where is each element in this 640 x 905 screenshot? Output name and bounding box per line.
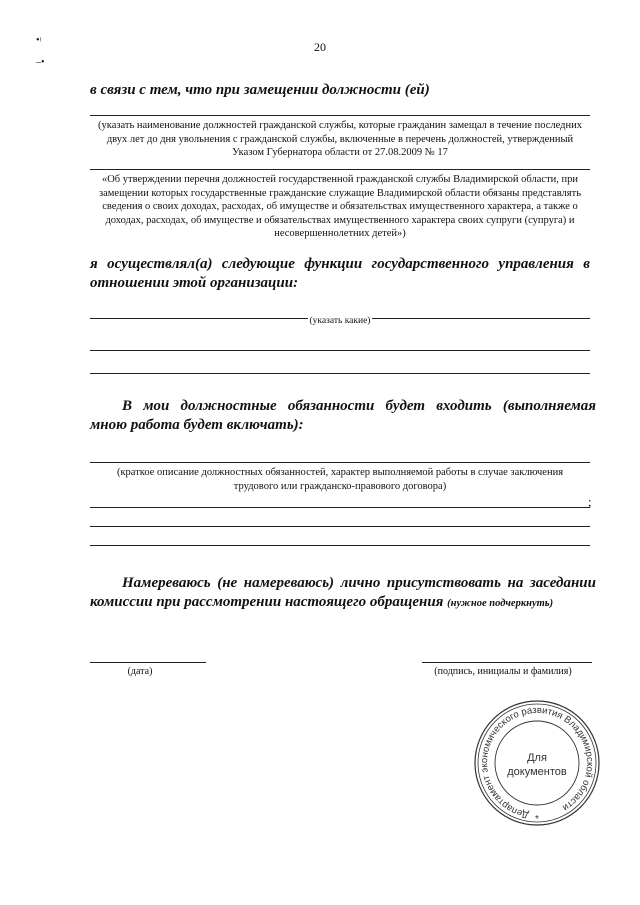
section-3-heading-line-1: В мои должностные обязанности будет входить (выполняемая [122,398,596,414]
section-2-note-text: (указать какие) [309,316,371,326]
page-number: 20 [314,40,326,54]
duties-semicolon: ; [588,494,592,509]
section-1-heading: в связи с тем, что при замещении должности (ей) [90,82,430,98]
duties-line-4 [90,545,590,546]
section-3-note: (краткое описание должностных обязанностей, характер выполняемой работы в случае заключения трудового или гражданско-правового договора) [116,467,564,492]
section-4-heading-line-2 [90,592,590,614]
section-2-heading-line-1: я осуществлял(а) следующие функции государственного управления в [90,256,590,272]
stamp-center-line-1: Для [527,752,547,764]
section-2-note [90,315,590,329]
date-label: (дата) [127,666,153,677]
duties-line-3 [90,526,590,527]
functions-line-2 [90,350,590,351]
department-stamp [472,698,602,828]
section-1-note: (указать наименование должностей гражданской службы, которые гражданин замещал в течение последних двух лет до дня увольнения с гражданской службы, включенные в перечень должностей, утвержденный Указом Губернатора области от 27.08.2009 № 17 [98,120,582,158]
functions-line-3 [90,373,590,374]
decree-title: «Об утверждении перечня должностей государственной гражданской службы Владимирской области, при замещении которых государственные гражданские служащие Владимирской области обязаны представлять сведения о своих доходах, расходах, об имуществе и обязательствах имущественного характера, а также о доходах, расходах, об имуществе и обязательствах имущественного характера своих супруги (супруга) и несовершеннолетних детей») [98,174,581,239]
stamp-ring-text: Департамент экономического развития Владимирской области [478,704,596,821]
scan-specks: •ᵎ –• [36,35,45,68]
date-line [90,662,206,663]
stamp-star: * [535,814,539,825]
section-1-rule [90,115,590,116]
section-1-rule-2 [90,169,590,170]
stamp-center-line-2: документов [507,766,567,778]
section-4-heading-text: комиссии при рассмотрении настоящего обращения [90,594,444,610]
section-3-heading-line-2: мною работа будет включать): [90,417,304,433]
section-4-heading-line-1: Намереваюсь (не намереваюсь) лично присутствовать на заседании [122,575,596,591]
duties-line-1 [90,462,590,463]
signature-label: (подпись, инициалы и фамилия) [434,666,572,677]
section-4-heading-hint: (нужное подчеркнуть) [447,598,554,609]
section-2-heading-line-2: отношении этой организации: [90,275,299,291]
signature-line [422,662,592,663]
duties-line-2 [90,507,590,508]
